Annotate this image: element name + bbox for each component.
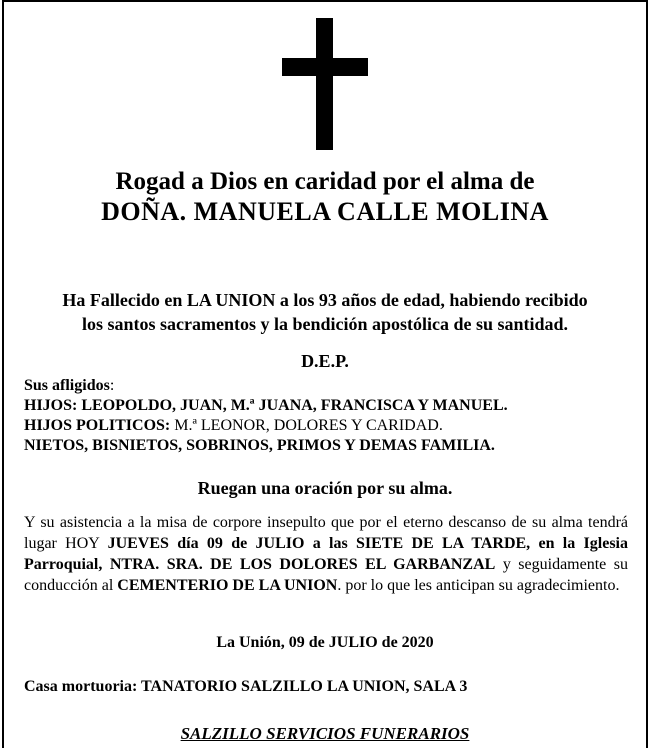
- prayer-request: Ruegan una oración por su alma.: [197, 478, 453, 498]
- intro-line: Rogad a Dios en caridad por el alma de: [115, 168, 535, 195]
- politicos-value: M.ª LEONOR, DOLORES Y CARIDAD.: [170, 417, 443, 434]
- afligidos-colon: :: [109, 377, 115, 394]
- afligidos-line: [24, 376, 636, 396]
- politicos-label: HIJOS POLITICOS:: [24, 417, 171, 434]
- dep-label: D.E.P.: [301, 351, 349, 371]
- afligidos-label: Sus afligidos: [24, 377, 110, 394]
- notice-date: La Unión, 09 de JULIO de 2020: [216, 634, 434, 651]
- cross-horizontal-bar: [282, 58, 368, 76]
- deceased-name: DOÑA. MANUELA CALLE MOLINA: [101, 197, 549, 226]
- cross-vertical-bar: [316, 18, 333, 150]
- intro-heading: [4, 167, 646, 227]
- obituary-notice: [2, 0, 648, 748]
- cemetery-name: CEMENTERIO DE LA UNION: [117, 577, 338, 594]
- hijos-label: HIJOS:: [24, 397, 78, 414]
- hijos-line: [24, 396, 636, 416]
- politicos-line: [24, 416, 636, 436]
- funeral-service-name: SALZILLO SERVICIOS FUNERARIOS: [180, 724, 470, 743]
- death-announcement: [14, 288, 636, 336]
- mass-text-3: . por lo que les anticipan su agradecimiento.: [337, 577, 620, 594]
- nietos-line: NIETOS, BISNIETOS, SOBRINOS, PRIMOS Y DEMAS FAMILIA.: [24, 437, 495, 454]
- announcement-line-2: los santos sacramentos y la bendición apostólica de su santidad.: [81, 314, 569, 334]
- mass-datetime-place: JUEVES día 09 de JULIO a las SIETE DE LA TARDE, en la Iglesia Parroquial, NTRA. SRA. DE LOS DOLORES EL GARBANZAL: [24, 535, 628, 573]
- hijos-value: LEOPOLDO, JUAN, M.ª JUANA, FRANCISCA Y MANUEL.: [77, 397, 508, 414]
- latin-cross-icon: [282, 18, 368, 150]
- mass-text-2: y seguidamente su conducción al: [24, 556, 628, 594]
- announcement-line-1: Ha Fallecido en LA UNION a los 93 años de edad, habiendo recibido: [62, 290, 588, 310]
- mass-details: [24, 512, 628, 596]
- funeral-home-line: Casa mortuoria: TANATORIO SALZILLO LA UNION, SALA 3: [24, 678, 468, 695]
- family-list: [24, 376, 636, 456]
- mass-text-1: Y su asistencia a la misa de corpore insepulto que por el eterno descanso de su alma tendrá lugar HOY: [24, 514, 628, 552]
